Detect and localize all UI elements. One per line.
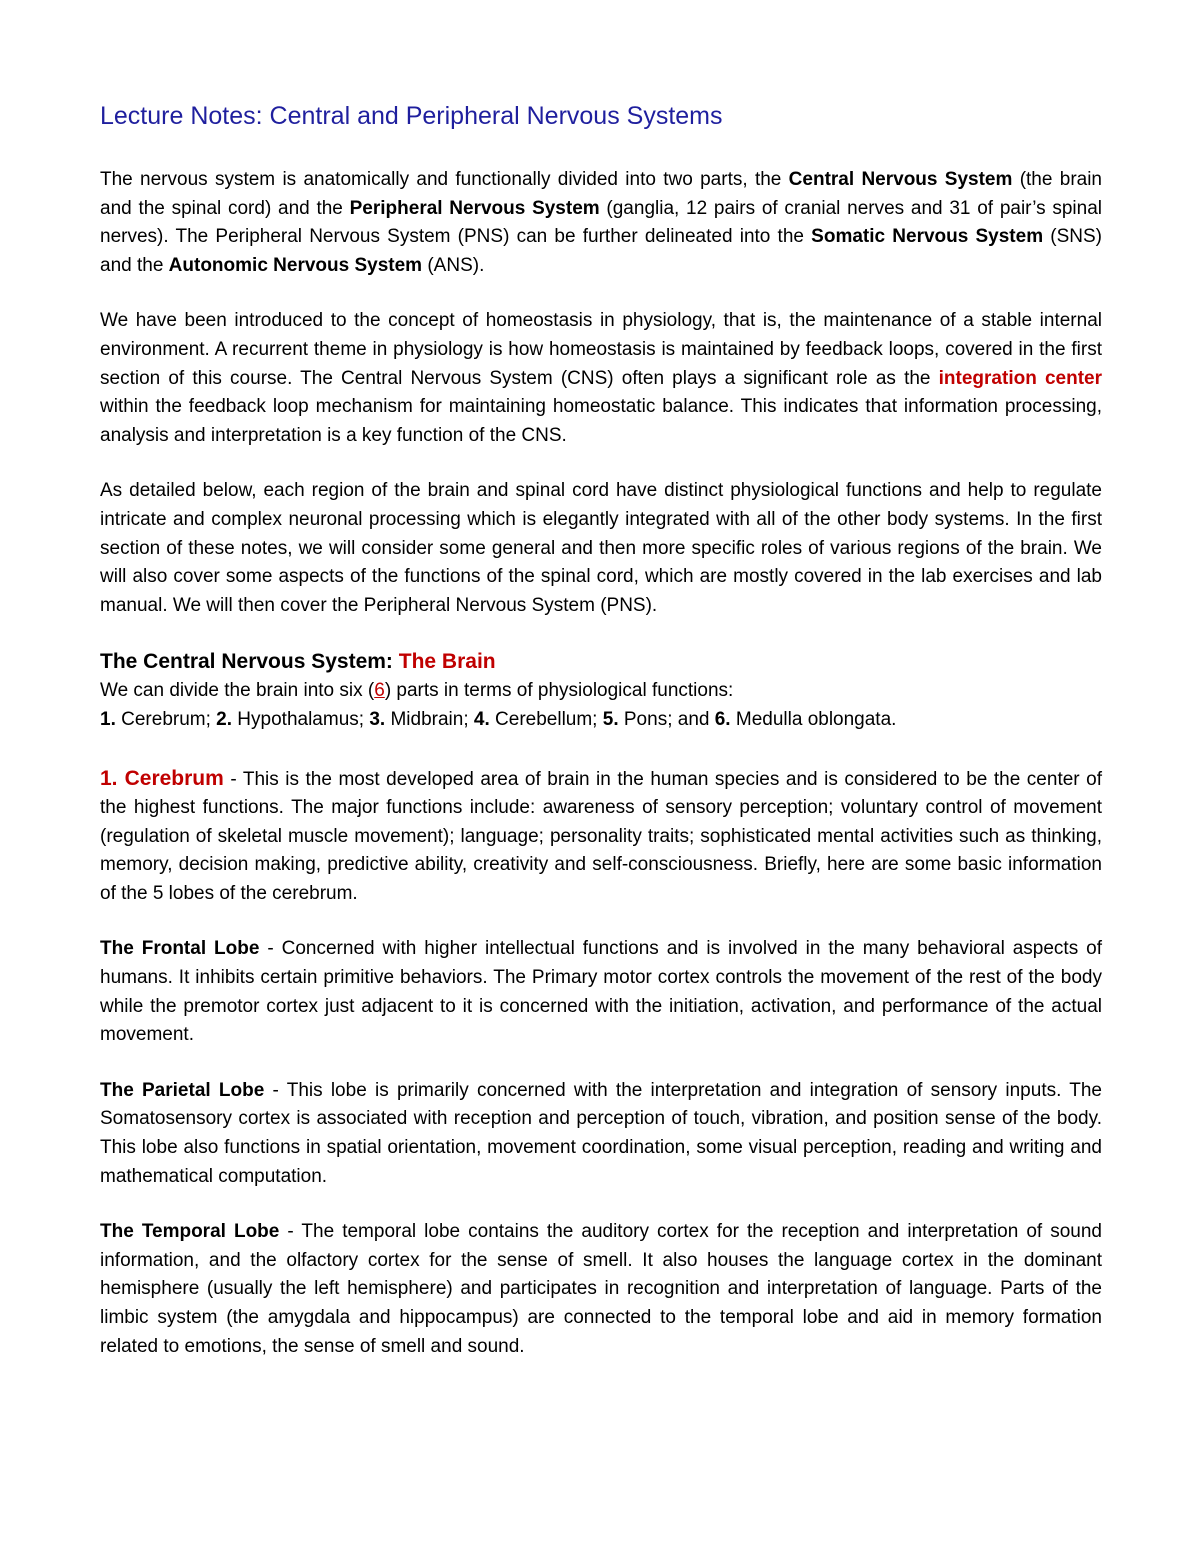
term-ans: Autonomic Nervous System	[168, 254, 423, 276]
term-pns: Peripheral Nervous System	[349, 197, 600, 219]
temporal-lobe-title: The Temporal Lobe	[100, 1221, 280, 1243]
part-number: 1.	[100, 708, 116, 730]
intro-text-2: (the brain and the spinal cord) and the	[100, 169, 1103, 219]
frontal-lobe-text: - Concerned with higher intellectual functions and is involved in the many behavioral aspects of humans. It inhibits certain primitive behaviors. The Primary motor cortex controls the movement of the rest of the body while the premotor cortex just adjacent to it is concerned with the initiation, activation, and performance of the actual movement.	[100, 938, 1102, 1046]
homeostasis-paragraph	[100, 307, 1102, 450]
divide-text-2: ) parts in terms of physiological functions:	[384, 680, 734, 702]
cerebrum-title: 1. Cerebrum	[100, 766, 224, 790]
part-name: Hypothalamus;	[232, 708, 370, 730]
intro-paragraph	[100, 166, 1102, 280]
cns-heading-prefix: The Central Nervous System:	[100, 650, 399, 674]
brain-parts-list	[100, 706, 1102, 735]
term-cns: Central Nervous System	[788, 169, 1013, 190]
part-name: Cerebrum;	[115, 708, 217, 730]
cns-brain-section	[100, 647, 1102, 734]
part-name: Cerebellum;	[489, 708, 603, 730]
part-number: 6.	[714, 708, 731, 730]
intro-text-4: (SNS) and the	[100, 226, 1103, 276]
intro-text-1: The nervous system is anatomically and functionally divided into two parts, the	[100, 169, 789, 190]
part-number: 4.	[473, 708, 490, 730]
cns-heading-highlight: The Brain	[398, 650, 496, 674]
term-sns: Somatic Nervous System	[811, 226, 1044, 248]
parietal-lobe-paragraph	[100, 1077, 1102, 1191]
cerebrum-paragraph	[100, 765, 1102, 909]
homeostasis-text-2: within the feedback loop mechanism for maintaining homeostatic balance. This indicates that information processing, analysis and interpretation is a key function of the CNS.	[100, 396, 1102, 446]
parietal-lobe-text: - This lobe is primarily concerned with the interpretation and integration of sensory inputs. The Somatosensory cortex is associated with reception and perception of touch, vibration, and position sense of the body. This lobe also functions in spatial orientation, movement coordination, some visual perception, reading and writing and mathematical computation.	[100, 1079, 1103, 1187]
divide-number: 6	[374, 680, 385, 702]
part-number: 3.	[369, 708, 386, 730]
integration-center-term: integration center	[938, 367, 1102, 389]
intro-text-3: (ganglia, 12 pairs of cranial nerves and 31 of pair’s spinal nerves). The Peripheral Nervous System (PNS) can be further delineated into the	[100, 197, 1102, 248]
regions-paragraph: As detailed below, each region of the brain and spinal cord have distinct physiological functions and help to regulate intricate and complex neuronal processing which is elegantly integrated with all of the other body systems. In the first section of these notes, we will consider some general and then more specific roles of various regions of the brain. We will also cover some aspects of the functions of the spinal cord, which are mostly covered in the lab exercises and lab manual. We will then cover the Peripheral Nervous System (PNS).	[100, 480, 1102, 616]
part-name: Pons; and	[618, 708, 715, 730]
parietal-lobe-title: The Parietal Lobe	[100, 1079, 265, 1101]
homeostasis-text-1: We have been introduced to the concept of homeostasis in physiology, that is, the maintenance of a stable internal environment. A recurrent theme in physiology is how homeostasis is maintained by feedback loops, covered in the first section of this course. The Central Nervous System (CNS) often plays a significant role as the	[100, 310, 1102, 389]
divide-sentence	[100, 677, 1102, 706]
intro-text-5: (ANS).	[422, 254, 485, 276]
cns-section-heading	[100, 647, 1102, 677]
frontal-lobe-title: The Frontal Lobe	[100, 938, 260, 960]
part-name: Midbrain;	[385, 708, 474, 730]
page-title: Lecture Notes: Central and Peripheral Nervous Systems	[100, 102, 723, 130]
temporal-lobe-text: - The temporal lobe contains the auditory cortex for the reception and interpretation of sound information, and the olfactory cortex for the sense of smell. It also houses the language cortex in the dominant hemisphere (usually the left hemisphere) and participates in recognition and interpretation of language. Parts of the limbic system (the amygdala and hippocampus) are connected to the temporal lobe and aid in memory formation related to emotions, the sense of smell and sound.	[100, 1221, 1102, 1357]
part-number: 5.	[602, 708, 619, 730]
cerebrum-text: - This is the most developed area of brain in the human species and is considered to be the center of the highest functions. The major functions include: awareness of sensory perception; voluntary control of movement (regulation of skeletal muscle movement); language; personality traits; sophisticated mental activities such as thinking, memory, decision making, predictive ability, creativity and self-consciousness. Briefly, here are some basic information of the 5 lobes of the cerebrum.	[100, 768, 1102, 904]
part-number: 2.	[216, 708, 233, 730]
part-name: Medulla oblongata.	[730, 708, 897, 730]
temporal-lobe-paragraph	[100, 1218, 1102, 1361]
frontal-lobe-paragraph	[100, 935, 1102, 1049]
document-page	[100, 100, 1102, 1388]
divide-text-1: We can divide the brain into six (	[100, 680, 375, 702]
